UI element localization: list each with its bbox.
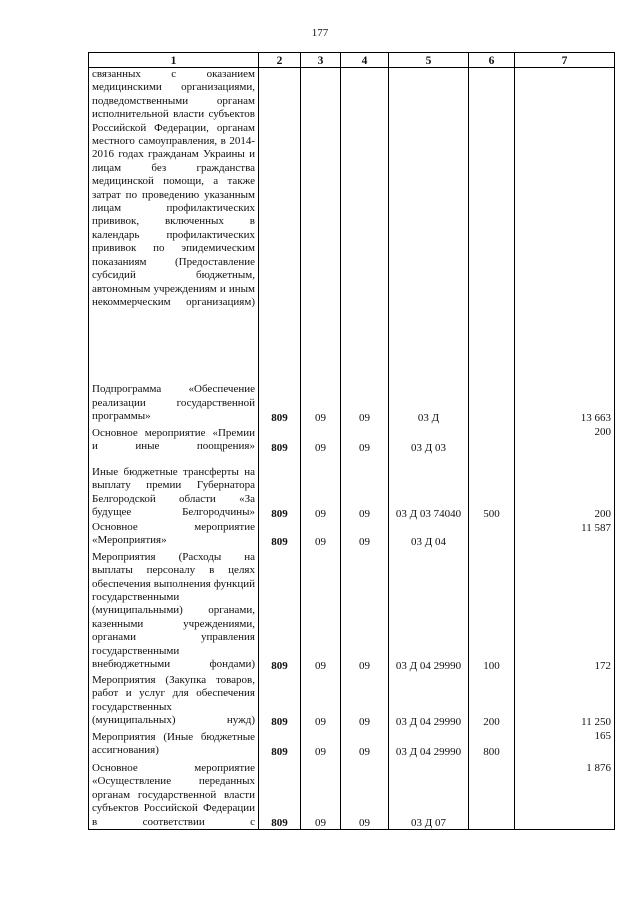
row-description: Основное мероприятие «Мероприятия» [89,520,259,548]
row-description: Подпрограмма «Обеспечение реализации государственной программы» [89,380,259,424]
code-ministry: 809 [259,380,301,424]
code-expense-type: 500 [469,454,515,520]
table-row [89,548,615,672]
table-row [89,758,615,830]
code-expense-type [469,758,515,830]
code-expense-type [469,520,515,548]
table-header-row [89,53,615,68]
code-subsection [341,68,389,380]
code-subsection: 09 [341,672,389,728]
code-section: 09 [301,454,341,520]
row-description: Мероприятия (Расходы на выплаты персоналу в целях обеспечения выполнения функций государственными (муниципальными) органами, казенными учреждениями, органами управления государственными внебюджетными фондами) [89,548,259,672]
code-target: 03 Д 04 29990 [389,548,469,672]
row-description: Иные бюджетные трансферты на выплату премии Губернатора Белгородской области «За будущее Белгородчины» [89,454,259,520]
code-expense-type: 100 [469,548,515,672]
code-subsection: 09 [341,380,389,424]
code-subsection: 09 [341,454,389,520]
page-number: 177 [311,27,329,39]
code-ministry: 809 [259,728,301,758]
table-row [89,728,615,758]
table-row [89,380,615,424]
code-ministry: 809 [259,454,301,520]
column-header: 2 [259,53,301,68]
code-subsection: 09 [341,548,389,672]
column-header: 6 [469,53,515,68]
code-target: 03 Д 04 [389,520,469,548]
code-section: 09 [301,672,341,728]
code-ministry: 809 [259,672,301,728]
code-target [389,68,469,380]
row-description: Основное мероприятие «Осуществление переданных органам государственной власти субъектов Российской Федерации в соответствии с [89,758,259,830]
row-description: Основное мероприятие «Премии и иные поощрения» [89,424,259,454]
column-header: 1 [89,53,259,68]
code-target: 03 Д 07 [389,758,469,830]
code-ministry: 809 [259,424,301,454]
column-header: 5 [389,53,469,68]
amount: 1 876 [515,758,615,830]
code-section: 09 [301,520,341,548]
column-header: 7 [515,53,615,68]
amount: 13 663 [515,380,615,424]
code-section: 09 [301,424,341,454]
code-ministry: 809 [259,758,301,830]
code-target: 03 Д 04 29990 [389,728,469,758]
table-row [89,424,615,454]
column-header: 4 [341,53,389,68]
table-row [89,672,615,728]
code-target: 03 Д [389,380,469,424]
amount: 165 [515,728,615,758]
code-ministry: 809 [259,548,301,672]
code-ministry: 809 [259,520,301,548]
amount: 11 587 [515,520,615,548]
row-description: Мероприятия (Закупка товаров, работ и услуг для обеспечения государственных (муниципальных) нужд) [89,672,259,728]
amount: 200 [515,424,615,454]
code-subsection: 09 [341,520,389,548]
amount [515,68,615,380]
code-subsection: 09 [341,728,389,758]
code-subsection: 09 [341,424,389,454]
code-section [301,68,341,380]
code-section: 09 [301,548,341,672]
code-expense-type: 800 [469,728,515,758]
row-description: связанных с оказанием медицинскими организациями, подведомственными органам исполнительной власти субъектов Российской Федерации, органам местного самоуправления, в 2014-2016 годах гражданам Украины и лицам без гражданства медицинской помощи, а также затрат по проведению указанным лицам профилактических прививок, включенных в календарь профилактических прививок по эпидемическим показаниям (Предоставление субсидий бюджетным, автономным учреждениям и иным некоммерческим организациям) [89,68,259,380]
code-expense-type [469,68,515,380]
row-description: Мероприятия (Иные бюджетные ассигнования) [89,728,259,758]
code-target: 03 Д 04 29990 [389,672,469,728]
amount: 11 250 [515,672,615,728]
table-row [89,68,615,380]
code-ministry [259,68,301,380]
code-expense-type: 200 [469,672,515,728]
code-target: 03 Д 03 [389,424,469,454]
column-header: 3 [301,53,341,68]
code-section: 09 [301,728,341,758]
code-section: 09 [301,380,341,424]
code-section: 09 [301,758,341,830]
code-expense-type [469,380,515,424]
amount: 200 [515,454,615,520]
code-subsection: 09 [341,758,389,830]
amount: 172 [515,548,615,672]
code-expense-type [469,424,515,454]
code-target: 03 Д 03 74040 [389,454,469,520]
table-row [89,520,615,548]
table-row [89,454,615,520]
budget-table [88,52,615,830]
